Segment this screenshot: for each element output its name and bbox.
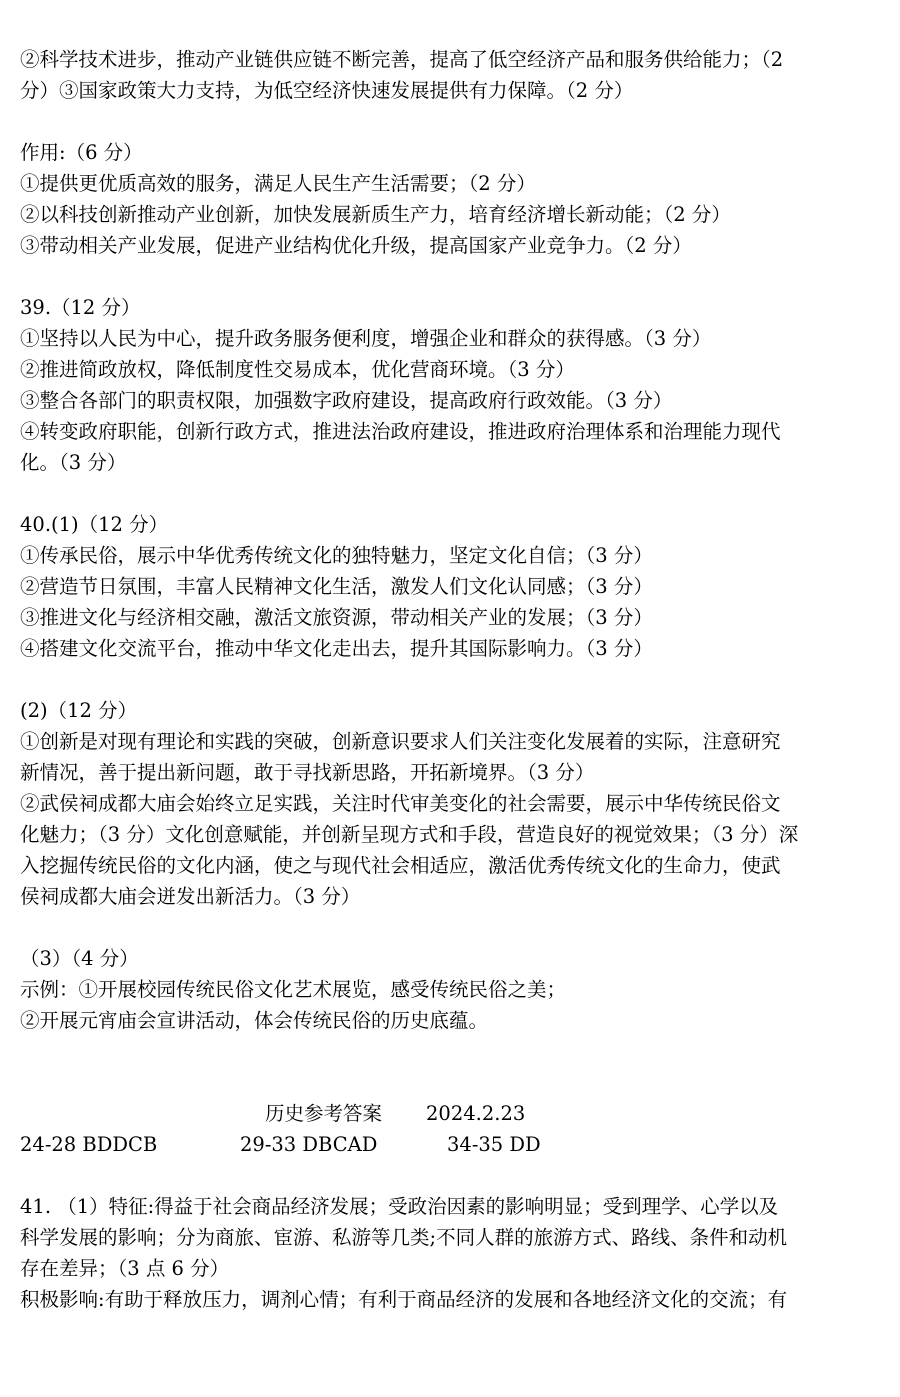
spacer [20, 478, 880, 509]
spacer [20, 664, 880, 695]
spacer [20, 261, 880, 292]
text-line: 积极影响:有助于释放压力，调剂心情；有利于商品经济的发展和各地经济文化的交流；有 [20, 1288, 788, 1311]
text-line: ②营造节日氛围，丰富人民精神文化生活，激发人们文化认同感；（3 分） [20, 575, 653, 598]
spacer [20, 1036, 880, 1098]
multiple-choice-answers [20, 1129, 880, 1160]
question-39 [20, 292, 880, 478]
text-line: ③整合各部门的职责权限，加强数字政府建设，提高政府行政效能。（3 分） [20, 389, 673, 412]
text-line: 示例：①开展校园传统民俗文化艺术展览，感受传统民俗之美； [20, 978, 567, 1001]
text-line: 分）③国家政策大力支持，为低空经济快速发展提供有力保障。（2 分） [20, 79, 634, 102]
text-line: 化。（3 分） [20, 451, 127, 474]
text-line: ②科学技术进步，推动产业链供应链不断完善，提高了低空经济产品和服务供给能力；（2 [20, 48, 784, 71]
text-line: 侯祠成都大庙会迸发出新活力。（3 分） [20, 885, 361, 908]
text-line: 存在差异；（3 点 6 分） [20, 1257, 230, 1280]
section-heading: 作用:（6 分） [20, 141, 143, 164]
text-line: ②武侯祠成都大庙会始终立足实践，关注时代审美变化的社会需要，展示中华传统民俗文 [20, 792, 781, 815]
section-heading: （3）（4 分） [20, 947, 139, 970]
spacer [20, 1160, 880, 1191]
text-line: 新情况，善于提出新问题，敢于寻找新思路，开拓新境界。（3 分） [20, 761, 595, 784]
mc-answer-group: 24-28 BDDCB [20, 1133, 158, 1156]
section-heading: 39.（12 分） [20, 296, 141, 319]
history-title: 历史参考答案 [265, 1102, 383, 1125]
text-line: ④转变政府职能，创新行政方式，推进法治政府建设，推进政府治理体系和治理能力现代 [20, 420, 781, 443]
text-line: 41. （1）特征:得益于社会商品经济发展；受政治因素的影响明显；受到理学、心学以及 [20, 1195, 779, 1218]
effect-section [20, 137, 880, 261]
top-answer-section [20, 44, 880, 106]
mc-answer-group: 34-35 DD [447, 1133, 541, 1156]
spacer [20, 106, 880, 137]
section-heading: (2)（12 分） [20, 699, 138, 722]
section-heading: 40.(1)（12 分） [20, 513, 169, 536]
text-line: ②推进简政放权，降低制度性交易成本，优化营商环境。（3 分） [20, 358, 575, 381]
text-line: ③推进文化与经济相交融，激活文旅资源，带动相关产业的发展；（3 分） [20, 606, 653, 629]
history-date: 2024.2.23 [426, 1102, 526, 1125]
spacer [20, 912, 880, 943]
text-line: ②以科技创新推动产业创新，加快发展新质生产力，培育经济增长新动能；（2 分） [20, 203, 731, 226]
question-40-2 [20, 695, 880, 912]
text-line: ②开展元宵庙会宣讲活动，体会传统民俗的历史底蕴。 [20, 1009, 489, 1032]
question-40-3 [20, 943, 880, 1036]
mc-answer-group: 29-33 DBCAD [240, 1133, 378, 1156]
text-line: 化魅力；（3 分）文化创意赋能，并创新呈现方式和手段，营造良好的视觉效果；（3 分）深 [20, 823, 799, 846]
text-line: ①坚持以人民为中心，提升政务服务便利度，增强企业和群众的获得感。（3 分） [20, 327, 712, 350]
history-title-line [20, 1098, 880, 1129]
text-line: ①创新是对现有理论和实践的突破，创新意识要求人们关注变化发展着的实际，注意研究 [20, 730, 781, 753]
text-line: ④搭建文化交流平台，推动中华文化走出去，提升其国际影响力。（3 分） [20, 637, 653, 660]
question-41 [20, 1191, 880, 1315]
text-line: ①传承民俗，展示中华优秀传统文化的独特魅力，坚定文化自信；（3 分） [20, 544, 653, 567]
history-answer-header [20, 1098, 880, 1160]
text-line: ③带动相关产业发展，促进产业结构优化升级，提高国家产业竞争力。（2 分） [20, 234, 692, 257]
text-line: 入挖掘传统民俗的文化内涵，使之与现代社会相适应，激活优秀传统文化的生命力，使武 [20, 854, 781, 877]
text-line: ①提供更优质高效的服务，满足人民生产生活需要；（2 分） [20, 172, 536, 195]
text-line: 科学发展的影响；分为商旅、宦游、私游等几类;不同人群的旅游方式、路线、条件和动机 [20, 1226, 788, 1249]
question-40-1 [20, 509, 880, 664]
